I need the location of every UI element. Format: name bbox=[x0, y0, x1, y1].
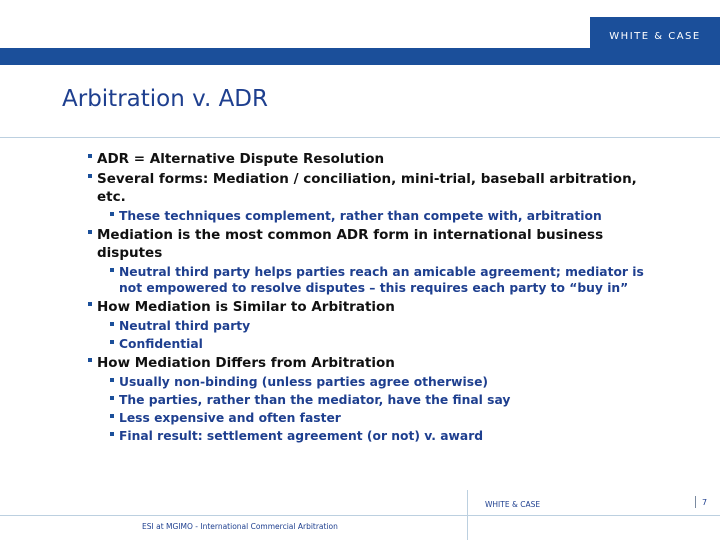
page-number: 7 bbox=[702, 498, 708, 507]
bullet-item bbox=[88, 150, 663, 168]
sub-bullet-item bbox=[110, 410, 663, 426]
bullet-square-icon bbox=[110, 396, 114, 400]
brand-logo-text: WHITE & CASE bbox=[609, 30, 701, 42]
footer-divider-vertical bbox=[467, 490, 468, 515]
brand-logo bbox=[590, 17, 720, 55]
bullet-square-icon bbox=[110, 378, 114, 382]
sub-bullet-text: Final result: settlement agreement (or not) v. award bbox=[119, 429, 484, 443]
sub-bullet-text: The parties, rather than the mediator, have the final say bbox=[119, 393, 511, 407]
bullet-text: ADR = Alternative Dispute Resolution bbox=[97, 151, 385, 167]
sub-bullet-item bbox=[110, 264, 663, 296]
sub-bullet-item bbox=[110, 318, 663, 334]
sub-bullet-text: Less expensive and often faster bbox=[119, 411, 341, 425]
bullet-item bbox=[88, 298, 663, 316]
bullet-square-icon bbox=[110, 432, 114, 436]
page-number-separator bbox=[695, 496, 696, 508]
bullet-square-icon bbox=[88, 358, 92, 362]
bullet-text: How Mediation is Similar to Arbitration bbox=[97, 299, 395, 315]
sub-bullet-item bbox=[110, 428, 663, 444]
sub-bullet-text: Neutral third party bbox=[119, 319, 251, 333]
footer-caption: ESI at MGIMO - International Commercial Arbitration bbox=[142, 522, 338, 531]
sub-bullet-text: Confidential bbox=[119, 337, 203, 351]
bullet-square-icon bbox=[110, 322, 114, 326]
bullet-list bbox=[88, 150, 663, 446]
sub-bullet-item bbox=[110, 374, 663, 390]
footer-brand: WHITE & CASE bbox=[485, 500, 541, 509]
sub-bullet-text: These techniques complement, rather than compete with, arbitration bbox=[119, 209, 602, 223]
bullet-square-icon bbox=[110, 414, 114, 418]
bullet-square-icon bbox=[88, 174, 92, 178]
slide-title: Arbitration v. ADR bbox=[62, 86, 268, 112]
sub-bullet-item bbox=[110, 336, 663, 352]
bullet-text: Several forms: Mediation / conciliation, mini-trial, baseball arbitration, etc. bbox=[97, 171, 637, 205]
bullet-item bbox=[88, 354, 663, 372]
bullet-square-icon bbox=[88, 154, 92, 158]
bullet-text: How Mediation Differs from Arbitration bbox=[97, 355, 395, 371]
bullet-item bbox=[88, 226, 663, 262]
bullet-text: Mediation is the most common ADR form in international business disputes bbox=[97, 227, 604, 261]
bullet-item bbox=[88, 170, 663, 206]
title-divider bbox=[0, 137, 720, 138]
sub-bullet-text: Neutral third party helps parties reach an amicable agreement; mediator is not empowered to resolve disputes – this requires each party to “buy in” bbox=[119, 265, 644, 295]
bullet-square-icon bbox=[88, 302, 92, 306]
bullet-square-icon bbox=[88, 230, 92, 234]
bullet-square-icon bbox=[110, 212, 114, 216]
sub-bullet-text: Usually non-binding (unless parties agree otherwise) bbox=[119, 375, 489, 389]
bullet-square-icon bbox=[110, 340, 114, 344]
sub-bullet-item bbox=[110, 392, 663, 408]
bullet-square-icon bbox=[110, 268, 114, 272]
sub-bullet-item bbox=[110, 208, 663, 224]
